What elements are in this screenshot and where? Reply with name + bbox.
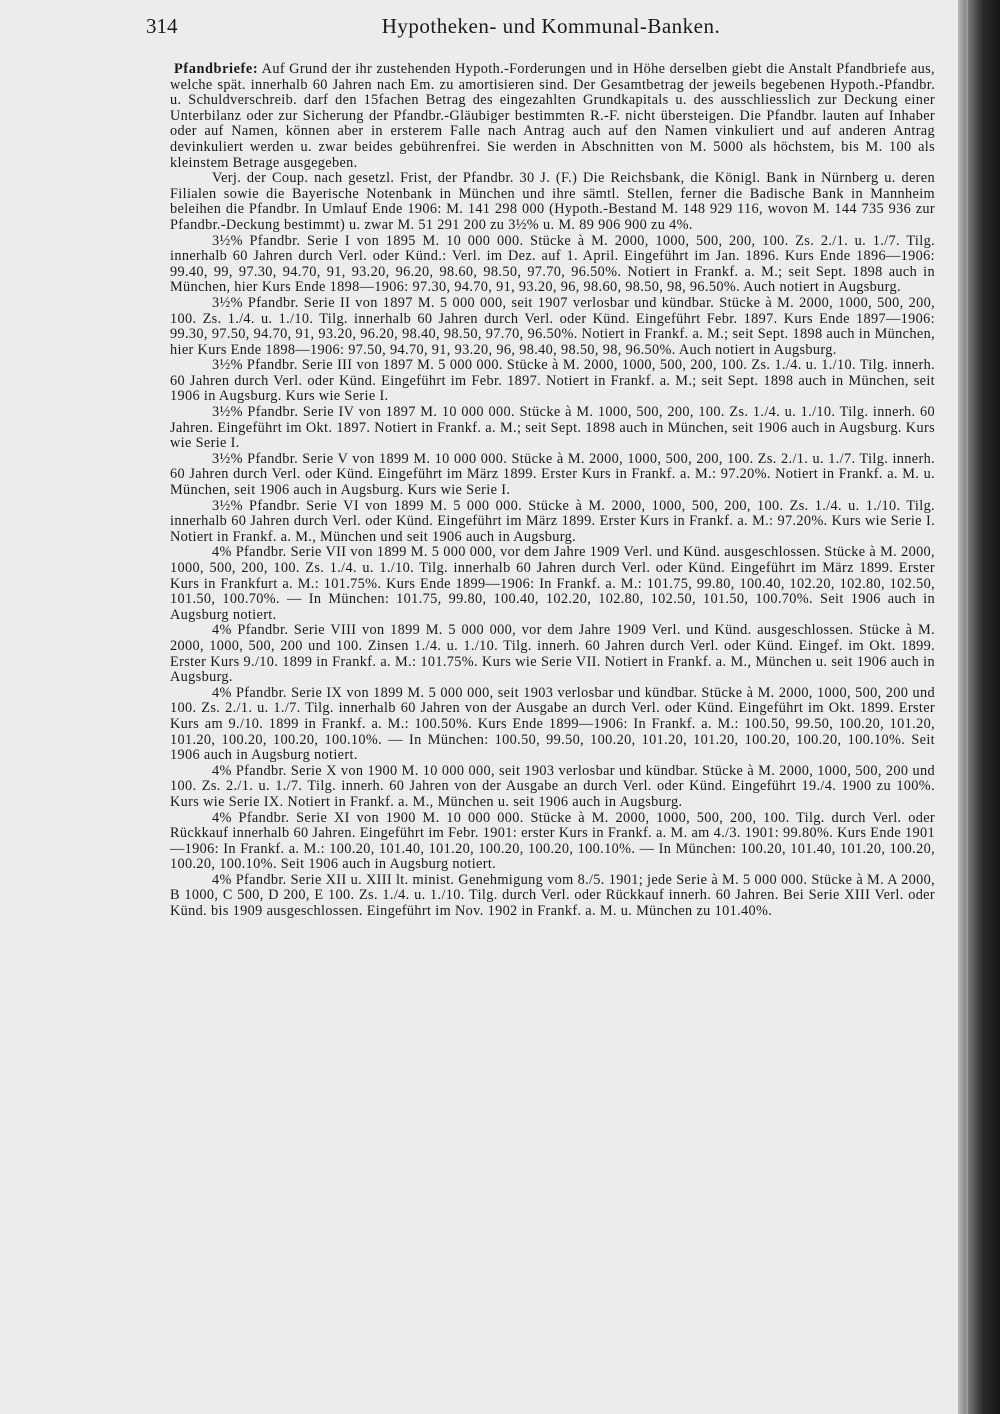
page-header <box>146 14 956 44</box>
paragraph: 4% Pfandbr. Serie X von 1900 M. 10 000 000, seit 1903 verlosbar und kündbar. Stücke à M. 2000, 1000, 500, 200 und 100. Zs. 2./1. u. 1./7. Tilg. innerh. 60 Jahren von der Ausgabe an durch Verl. oder Künd. Eingeführt 19./4. 1900 zu 100%. Kurs wie Serie IX. Notiert in Frankf. a. M., München u. seit 1906 auch in Augsburg. <box>170 762 935 810</box>
paragraph: 4% Pfandbr. Serie IX von 1899 M. 5 000 000, seit 1903 verlosbar und kündbar. Stücke à M. 2000, 1000, 500, 200 und 100. Zs. 2./1. u. 1./7. Tilg. innerhalb 60 Jahren von der Ausgabe an durch Verl. oder Künd. Eingeführt im Okt. 1899. Erster Kurs am 9./10. 1899 in Frankf. a. M.: 100.50%. Kurs Ende 1899—1906: In Frankf. a. M.: 100.50, 99.50, 100.20, 101.20, 101.20, 100.20, 100.20, 100.10%. — In München: 100.50, 99.50, 100.20, 101.20, 101.20, 100.20, 100.20, 100.10%. Seit 1906 auch in Augsburg notiert. <box>170 684 935 764</box>
paragraph: 4% Pfandbr. Serie XII u. XIII lt. minist. Genehmigung vom 8./5. 1901; jede Serie à M. 5 000 000. Stücke à M. A 2000, B 1000, C 500, D 200, E 100. Zs. 1./4. u. 1./10. Tilg. durch Verl. oder Rückkauf innerh. 60 Jahren. Bei Serie XIII Verl. oder Künd. bis 1909 ausgeschlossen. Eingeführt im Nov. 1902 in Frankf. a. M. u. München zu 101.40%. <box>170 871 935 920</box>
lead-term: Pfandbriefe: <box>174 61 259 77</box>
paragraph: 4% Pfandbr. Serie XI von 1900 M. 10 000 000. Stücke à M. 2000, 1000, 500, 200, 100. Tilg. durch Verl. oder Rückkauf innerhalb 60 Jahren. Eingeführt im Febr. 1901: erster Kurs in Frankf. a. M. am 4./3. 1901: 99.80%. Kurs Ende 1901—1906: In Frankf. a. M.: 100.20, 101.40, 101.20, 100.20, 100.20, 100.10%. — In München: 100.20, 101.40, 101.20, 100.20, 100.20, 100.10%. Seit 1906 auch in Augsburg notiert. <box>170 809 935 873</box>
paragraph-text: Auf Grund der ihr zustehenden Hypoth.-Forderungen und in Höhe derselben giebt die Anstalt Pfandbriefe aus, welche spät. innerhalb 60 Jahren nach Em. zu amortisieren sind. Der Gesamtbetrag der jeweils begebenen Hypoth.-Pfandbr. u. Schuldverschreib. darf den 15fachen Betrag des eingezahlten Grundkapitals u. des ausschliesslich zur Deckung einer Unterbilanz oder zur Sicherung der Pfandbr.-Gläubiger bestimmten R.-F. nicht übersteigen. Die Pfandbr. lauten auf Inhaber oder auf Namen, können aber in ersterem Falle nach Antrag auch auf den Namen vinkuliert und auf anderen Antrag devinkuliert werden u. zwar beides gebührenfrei. Sie werden in Abschnitten von M. 5000 als höchstem, bis M. 100 als kleinstem Betrage ausgegeben. <box>170 61 935 171</box>
paragraph: 3½% Pfandbr. Serie I von 1895 M. 10 000 000. Stücke à M. 2000, 1000, 500, 200, 100. Zs. 2./1. u. 1./7. Tilg. innerhalb 60 Jahren durch Verl. oder Künd.: Verl. im Dez. auf 1. April. Eingeführt im Jan. 1896. Kurs Ende 1896—1906: 99.40, 99, 97.30, 94.70, 91, 93.20, 96.20, 98.60, 98.50, 97.70, 96.50%. Notiert in Frankf. a. M.; seit Sept. 1898 auch in München, hier Kurs Ende 1898—1906: 97.30, 94.70, 91, 93.20, 96, 98.60, 98.50, 98, 96.50%. Auch notiert in Augsburg. <box>170 232 935 296</box>
running-head: Hypotheken- und Kommunal-Banken. <box>381 14 721 38</box>
paragraph: 4% Pfandbr. Serie VIII von 1899 M. 5 000 000, vor dem Jahre 1909 Verl. und Künd. ausgeschlossen. Stücke à M. 2000, 1000, 500, 200 und 100. Zinsen 1./4. u. 1./10. Tilg. innerh. 60 Jahren durch Verl. oder Künd. Eingef. im Okt. 1899. Erster Kurs 9./10. 1899 in Frankf. a. M.: 101.75%. Kurs wie Serie VII. Notiert in Frankf. a. M., München u. seit 1906 auch in Augsburg. <box>170 622 935 686</box>
body-text <box>170 62 935 920</box>
page-number: 314 <box>146 14 178 38</box>
paragraph: 3½% Pfandbr. Serie V von 1899 M. 10 000 000. Stücke à M. 2000, 1000, 500, 200, 100. Zs. 2./1. u. 1./7. Tilg. innerh. 60 Jahren durch Verl. oder Künd. Eingeführt im März 1899. Erster Kurs in Frankf. a. M.: 97.20%. Notiert in Frankf. a. M. u. München, seit 1906 auch in Augsburg. Kurs wie Serie I. <box>170 450 935 499</box>
paragraph: 3½% Pfandbr. Serie II von 1897 M. 5 000 000, seit 1907 verlosbar und kündbar. Stücke à M. 2000, 1000, 500, 200, 100. Zs. 1./4. u. 1./10. Tilg. innerhalb 60 Jahren durch Verl. oder Künd. Eingeführt Febr. 1897. Kurs Ende 1897—1906: 99.30, 97.50, 94.70, 91, 93.20, 96.20, 98.40, 98.50, 97.70, 96.50%. Notiert in Frankf. a. M.; seit Sept. 1898 auch in München, hier Kurs Ende 1898—1906: 97.50, 94.70, 91, 93.20, 96, 98.40, 98.50, 98, 96.50%. Auch notiert in Augsburg. <box>170 294 935 358</box>
paragraph: 3½% Pfandbr. Serie III von 1897 M. 5 000 000. Stücke à M. 2000, 1000, 500, 200, 100. Zs. 1./4. u. 1./10. Tilg. innerh. 60 Jahren durch Verl. oder Künd. Eingeführt im Febr. 1897. Notiert in Frankf. a. M.; seit Sept. 1898 auch in München, seit 1906 in Augsburg. Kurs wie Serie I. <box>170 357 935 405</box>
paragraph <box>170 62 935 171</box>
book-spine-shadow <box>958 0 1000 1414</box>
paragraph: Verj. der Coup. nach gesetzl. Frist, der Pfandbr. 30 J. (F.) Die Reichsbank, die Königl. Bank in Nürnberg u. deren Filialen sowie die Bayerische Notenbank in München und ihre sämtl. Stellen, ferner die Badische Bank in Mannheim beleihen die Pfandbr. In Umlauf Ende 1906: M. 141 298 000 (Hypoth.-Bestand M. 148 929 116, wovon M. 144 735 936 zur Pfandbr.-Deckung bestimmt) u. zwar M. 51 291 200 zu 3½% u. M. 89 906 900 zu 4%. <box>170 170 935 233</box>
paragraph: 3½% Pfandbr. Serie VI von 1899 M. 5 000 000. Stücke à M. 2000, 1000, 500, 200, 100. Zs. 1./4. u. 1./10. Tilg. innerhalb 60 Jahren durch Verl. oder Künd. Eingeführt im März 1899. Erster Kurs in Frankf. a. M.: 97.20%. Kurs wie Serie I. Notiert in Frankf. a. M., München und seit 1906 auch in Augsburg. <box>170 497 935 545</box>
paragraph: 3½% Pfandbr. Serie IV von 1897 M. 10 000 000. Stücke à M. 1000, 500, 200, 100. Zs. 1./4. u. 1./10. Tilg. innerh. 60 Jahren. Eingeführt im Okt. 1897. Notiert in Frankf. a. M.; seit Sept. 1898 auch in München, seit 1906 auch in Augsburg. Kurs wie Serie I. <box>170 404 935 452</box>
paragraph: 4% Pfandbr. Serie VII von 1899 M. 5 000 000, vor dem Jahre 1909 Verl. und Künd. ausgeschlossen. Stücke à M. 2000, 1000, 500, 200, 100. Zs. 1./4. u. 1./10. Tilg. innerhalb 60 Jahren durch Verl. oder Künd. Eingeführt im März 1899. Erster Kurs in Frankfurt a. M.: 101.75%. Kurs Ende 1899—1906: In Frankf. a. M.: 101.75, 99.80, 100.40, 102.20, 102.80, 102.50, 101.50, 100.70%. — In München: 101.75, 99.80, 100.40, 102.20, 102.80, 102.50, 101.50, 100.70%. Seit 1906 auch in Augsburg notiert. <box>170 544 935 623</box>
